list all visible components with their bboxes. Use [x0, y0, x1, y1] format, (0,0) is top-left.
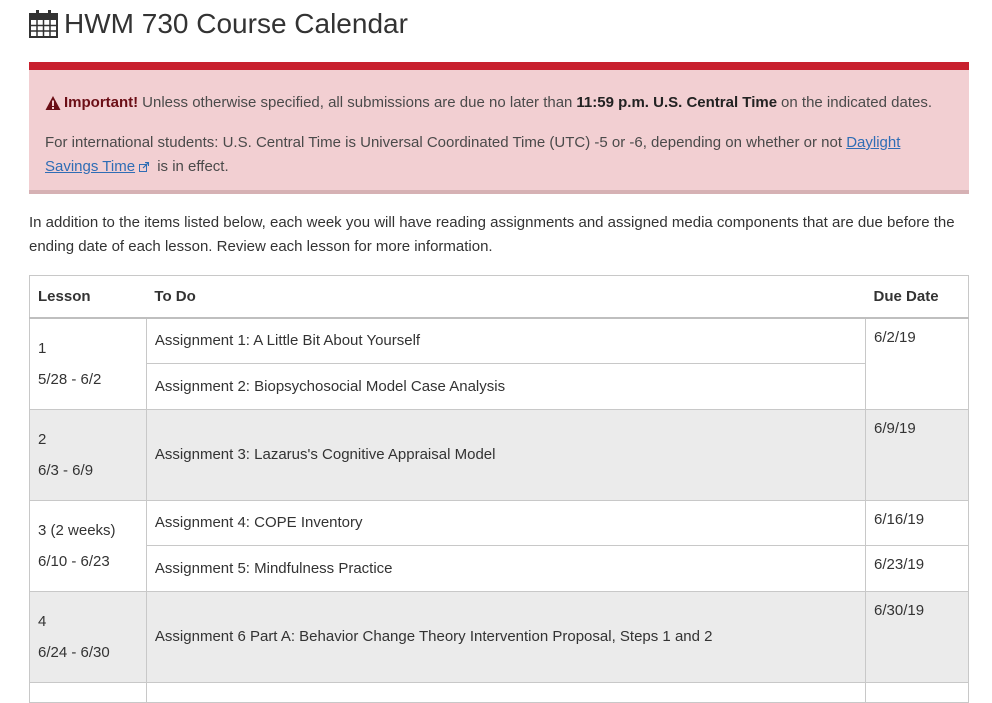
- lesson-number: 4: [38, 612, 47, 630]
- table-cell: [146, 682, 865, 702]
- table-row: [30, 500, 969, 545]
- table-cell: [866, 682, 969, 702]
- external-link-icon: [139, 156, 149, 166]
- lesson-number: 2: [38, 430, 47, 448]
- alert-intl-after: is in effect.: [157, 158, 229, 175]
- alert-intl-text: For international students: U.S. Central Time is Universal Coordinated Time (UTC) -5 or -6, depending on whether or not: [45, 134, 843, 151]
- todo-item: Assignment 6 Part A: Behavior Change Theory Intervention Proposal, Steps 1 and 2: [146, 591, 865, 682]
- warning-icon: [45, 95, 61, 111]
- lesson-number: 1: [38, 339, 47, 357]
- header-due: Due Date: [866, 276, 969, 319]
- lesson-date-range: 6/10 - 6/23: [38, 552, 110, 570]
- due-date: 6/23/19: [866, 545, 969, 591]
- todo-item: Assignment 4: COPE Inventory: [146, 500, 865, 545]
- course-calendar-table: [29, 275, 969, 703]
- header-todo: To Do: [146, 276, 865, 319]
- important-alert: [29, 62, 969, 194]
- alert-text-after: on the indicated dates.: [781, 94, 932, 111]
- lesson-cell: [30, 318, 147, 409]
- alert-text-before: Unless otherwise specified, all submissions are due no later than: [142, 94, 573, 111]
- daylight-savings-link-text: Daylight Savings Time: [45, 134, 901, 175]
- calendar-icon: [29, 10, 58, 38]
- intro-text: In addition to the items listed below, each week you will have reading assignments and assigned media components that are due before the ending date of each lesson. Review each lesson for more information.: [29, 214, 955, 255]
- alert-intl-line: [45, 131, 950, 179]
- lesson-cell: [30, 409, 147, 500]
- table-header-row: [30, 276, 969, 319]
- page-title-text: HWM 730 Course Calendar: [64, 8, 408, 39]
- lesson-date-range: 6/24 - 6/30: [38, 643, 110, 661]
- alert-deadline: 11:59 p.m. U.S. Central Time: [576, 94, 778, 111]
- table-cell: [30, 682, 147, 702]
- lesson-number: 3 (2 weeks): [38, 521, 116, 539]
- important-label: Important!: [64, 94, 139, 111]
- header-lesson: Lesson: [30, 276, 147, 319]
- due-date: 6/2/19: [866, 318, 969, 409]
- table-row: [30, 318, 969, 363]
- table-row: [30, 545, 969, 591]
- table-row: [30, 682, 969, 702]
- todo-item: Assignment 5: Mindfulness Practice: [146, 545, 865, 591]
- lesson-date-range: 5/28 - 6/2: [38, 370, 102, 388]
- table-row: [30, 363, 969, 409]
- page-title: [29, 4, 408, 44]
- todo-item: Assignment 3: Lazarus's Cognitive Appraisal Model: [146, 409, 865, 500]
- todo-item: Assignment 1: A Little Bit About Yourself: [146, 318, 865, 363]
- lesson-cell: [30, 591, 147, 682]
- alert-deadline-line: [45, 94, 932, 111]
- due-date: 6/9/19: [866, 409, 969, 500]
- table-row: [30, 409, 969, 500]
- table-row: [30, 591, 969, 682]
- lesson-cell: [30, 500, 147, 591]
- due-date: 6/30/19: [866, 591, 969, 682]
- due-date: 6/16/19: [866, 500, 969, 545]
- lesson-date-range: 6/3 - 6/9: [38, 461, 94, 479]
- todo-item: Assignment 2: Biopsychosocial Model Case Analysis: [146, 363, 865, 409]
